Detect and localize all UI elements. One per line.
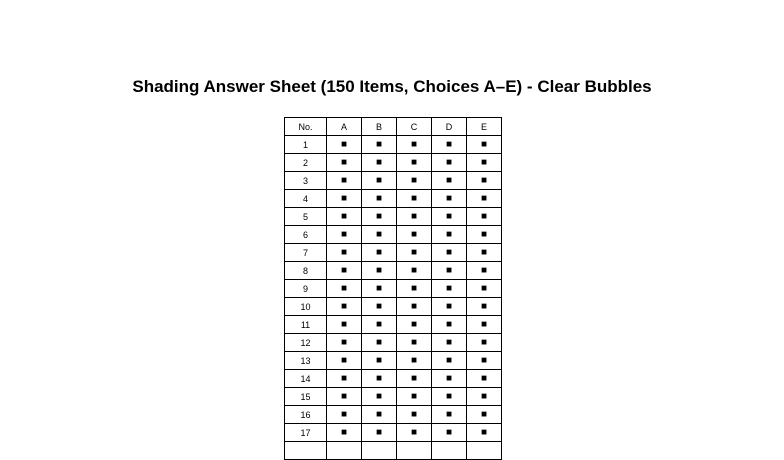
header-row <box>285 118 502 136</box>
bubble-e[interactable] <box>467 136 502 154</box>
bubble-mark-icon: ■ <box>480 337 488 348</box>
table-row <box>285 298 502 316</box>
bubble-d[interactable] <box>432 190 467 208</box>
bubble-mark-icon: ■ <box>480 265 488 276</box>
bubble-mark-icon: ■ <box>445 301 453 312</box>
bubble-d[interactable] <box>432 244 467 262</box>
table-row <box>285 388 502 406</box>
bubble-mark-icon: ■ <box>445 391 453 402</box>
header-choice-a: A <box>327 118 362 136</box>
table-row <box>285 262 502 280</box>
bubble-c[interactable] <box>397 388 432 406</box>
bubble-mark-icon: ■ <box>445 355 453 366</box>
sheet-title: Shading Answer Sheet (150 Items, Choices A–E) - Clear Bubbles <box>132 77 652 96</box>
bubble-mark-icon: ■ <box>340 157 348 168</box>
item-number: 12 <box>285 334 327 352</box>
bubble-b[interactable] <box>362 172 397 190</box>
bubble-c[interactable] <box>397 334 432 352</box>
bubble-d[interactable] <box>432 298 467 316</box>
bubble-mark-icon: ■ <box>480 139 488 150</box>
bubble-mark-icon: ■ <box>340 301 348 312</box>
bubble-b[interactable] <box>362 298 397 316</box>
answer-grid <box>284 117 502 460</box>
bubble-mark-icon: ■ <box>480 319 488 330</box>
bubble-c[interactable] <box>397 406 432 424</box>
bubble-mark-icon: ■ <box>375 175 383 186</box>
bubble-c[interactable] <box>397 190 432 208</box>
bubble-mark-icon: ■ <box>340 409 348 420</box>
bubble-b[interactable] <box>362 388 397 406</box>
item-number: 10 <box>285 298 327 316</box>
table-row <box>285 316 502 334</box>
bubble-c[interactable] <box>397 172 432 190</box>
bubble-b[interactable] <box>362 262 397 280</box>
bubble-d[interactable] <box>432 136 467 154</box>
bubble-a[interactable] <box>327 406 362 424</box>
header-choice-d: D <box>432 118 467 136</box>
bubble-mark-icon: ■ <box>480 211 488 222</box>
bubble-e[interactable] <box>467 154 502 172</box>
bubble-mark-icon: ■ <box>445 247 453 258</box>
bubble-d[interactable] <box>432 424 467 442</box>
bubble-b[interactable] <box>362 244 397 262</box>
bubble-c[interactable] <box>397 226 432 244</box>
bubble-e[interactable] <box>467 280 502 298</box>
item-number: 16 <box>285 406 327 424</box>
bubble-mark-icon: ■ <box>375 337 383 348</box>
bubble-c[interactable] <box>397 136 432 154</box>
bubble-c[interactable] <box>397 262 432 280</box>
bubble-mark-icon: ■ <box>340 139 348 150</box>
bubble-mark-icon: ■ <box>340 265 348 276</box>
item-number: 6 <box>285 226 327 244</box>
table-row <box>285 154 502 172</box>
bubble-mark-icon: ■ <box>445 373 453 384</box>
bubble-e[interactable] <box>467 388 502 406</box>
bubble-mark-icon: ■ <box>410 157 418 168</box>
bubble-mark-icon: ■ <box>375 373 383 384</box>
header-choice-e: E <box>467 118 502 136</box>
bubble-mark-icon: ■ <box>445 283 453 294</box>
header-choice-b: B <box>362 118 397 136</box>
bubble-a[interactable] <box>327 208 362 226</box>
bubble-mark-icon: ■ <box>445 229 453 240</box>
bubble-mark-icon: ■ <box>340 427 348 438</box>
table-row <box>285 244 502 262</box>
bubble-b[interactable] <box>362 154 397 172</box>
table-row <box>285 136 502 154</box>
bubble-d[interactable] <box>432 172 467 190</box>
bubble-mark-icon: ■ <box>410 283 418 294</box>
bubble-mark-icon: ■ <box>410 175 418 186</box>
bubble-e[interactable] <box>467 262 502 280</box>
bubble-e[interactable] <box>467 370 502 388</box>
bubble-mark-icon: ■ <box>480 175 488 186</box>
bubble-a[interactable] <box>327 154 362 172</box>
bubble-mark-icon: ■ <box>410 247 418 258</box>
bubble-mark-icon: ■ <box>340 229 348 240</box>
table-row <box>285 208 502 226</box>
bubble-mark-icon: ■ <box>375 355 383 366</box>
bubble-e[interactable] <box>467 298 502 316</box>
bubble-c[interactable] <box>397 316 432 334</box>
bubble-mark-icon: ■ <box>375 319 383 330</box>
bubble-b[interactable] <box>362 442 397 460</box>
bubble-mark-icon: ■ <box>375 301 383 312</box>
bubble-d[interactable] <box>432 262 467 280</box>
bubble-b[interactable] <box>362 136 397 154</box>
bubble-mark-icon: ■ <box>480 409 488 420</box>
bubble-mark-icon: ■ <box>480 247 488 258</box>
table-row <box>285 334 502 352</box>
item-number: 1 <box>285 136 327 154</box>
bubble-b[interactable] <box>362 316 397 334</box>
bubble-c[interactable] <box>397 352 432 370</box>
bubble-mark-icon: ■ <box>340 373 348 384</box>
bubble-mark-icon: ■ <box>445 193 453 204</box>
item-number: 11 <box>285 316 327 334</box>
bubble-d[interactable] <box>432 406 467 424</box>
item-number: 15 <box>285 388 327 406</box>
bubble-mark-icon: ■ <box>410 139 418 150</box>
bubble-mark-icon: ■ <box>375 229 383 240</box>
bubble-d[interactable] <box>432 316 467 334</box>
bubble-mark-icon: ■ <box>410 229 418 240</box>
bubble-a[interactable] <box>327 244 362 262</box>
bubble-mark-icon: ■ <box>340 175 348 186</box>
bubble-e[interactable] <box>467 226 502 244</box>
bubble-mark-icon: ■ <box>410 319 418 330</box>
bubble-mark-icon: ■ <box>445 319 453 330</box>
bubble-c[interactable] <box>397 370 432 388</box>
table-row <box>285 424 502 442</box>
bubble-a[interactable] <box>327 136 362 154</box>
bubble-e[interactable] <box>467 442 502 460</box>
bubble-c[interactable] <box>397 154 432 172</box>
bubble-b[interactable] <box>362 226 397 244</box>
bubble-mark-icon: ■ <box>340 247 348 258</box>
bubble-e[interactable] <box>467 172 502 190</box>
bubble-a[interactable] <box>327 370 362 388</box>
table-row <box>285 190 502 208</box>
bubble-mark-icon: ■ <box>340 337 348 348</box>
bubble-b[interactable] <box>362 190 397 208</box>
header-choice-c: C <box>397 118 432 136</box>
item-number: 17 <box>285 424 327 442</box>
bubble-mark-icon: ■ <box>375 139 383 150</box>
bubble-mark-icon: ■ <box>480 283 488 294</box>
bubble-e[interactable] <box>467 208 502 226</box>
bubble-b[interactable] <box>362 334 397 352</box>
bubble-c[interactable] <box>397 208 432 226</box>
bubble-mark-icon: ■ <box>375 211 383 222</box>
bubble-mark-icon: ■ <box>375 247 383 258</box>
bubble-mark-icon: ■ <box>445 139 453 150</box>
bubble-d[interactable] <box>432 280 467 298</box>
bubble-a[interactable] <box>327 226 362 244</box>
table-row <box>285 352 502 370</box>
item-number: 5 <box>285 208 327 226</box>
bubble-mark-icon: ■ <box>410 355 418 366</box>
bubble-mark-icon: ■ <box>445 157 453 168</box>
item-number: 14 <box>285 370 327 388</box>
bubble-mark-icon: ■ <box>375 391 383 402</box>
header-number: No. <box>285 118 327 136</box>
bubble-mark-icon: ■ <box>340 319 348 330</box>
bubble-mark-icon: ■ <box>375 157 383 168</box>
bubble-mark-icon: ■ <box>410 337 418 348</box>
bubble-mark-icon: ■ <box>410 391 418 402</box>
table-row <box>285 370 502 388</box>
bubble-mark-icon: ■ <box>375 193 383 204</box>
bubble-e[interactable] <box>467 352 502 370</box>
bubble-e[interactable] <box>467 406 502 424</box>
bubble-mark-icon: ■ <box>410 301 418 312</box>
bubble-mark-icon: ■ <box>480 373 488 384</box>
bubble-mark-icon: ■ <box>340 355 348 366</box>
bubble-mark-icon: ■ <box>410 193 418 204</box>
bubble-a[interactable] <box>327 442 362 460</box>
bubble-a[interactable] <box>327 334 362 352</box>
bubble-c[interactable] <box>397 280 432 298</box>
bubble-d[interactable] <box>432 442 467 460</box>
bubble-mark-icon: ■ <box>480 391 488 402</box>
bubble-a[interactable] <box>327 190 362 208</box>
bubble-mark-icon: ■ <box>480 157 488 168</box>
bubble-a[interactable] <box>327 172 362 190</box>
bubble-mark-icon: ■ <box>375 283 383 294</box>
bubble-d[interactable] <box>432 370 467 388</box>
bubble-d[interactable] <box>432 334 467 352</box>
table-row <box>285 172 502 190</box>
table-row <box>285 280 502 298</box>
bubble-mark-icon: ■ <box>340 283 348 294</box>
bubble-mark-icon: ■ <box>445 337 453 348</box>
bubble-mark-icon: ■ <box>340 391 348 402</box>
item-number: 3 <box>285 172 327 190</box>
bubble-d[interactable] <box>432 352 467 370</box>
bubble-c[interactable] <box>397 424 432 442</box>
item-number: 7 <box>285 244 327 262</box>
bubble-mark-icon: ■ <box>410 427 418 438</box>
bubble-a[interactable] <box>327 280 362 298</box>
bubble-b[interactable] <box>362 370 397 388</box>
bubble-mark-icon: ■ <box>445 427 453 438</box>
item-number <box>285 442 327 460</box>
bubble-mark-icon: ■ <box>445 409 453 420</box>
bubble-b[interactable] <box>362 280 397 298</box>
table-row <box>285 226 502 244</box>
bubble-e[interactable] <box>467 244 502 262</box>
item-number: 9 <box>285 280 327 298</box>
bubble-mark-icon: ■ <box>480 229 488 240</box>
item-number: 4 <box>285 190 327 208</box>
bubble-mark-icon: ■ <box>445 265 453 276</box>
item-number: 2 <box>285 154 327 172</box>
bubble-mark-icon: ■ <box>445 175 453 186</box>
bubble-c[interactable] <box>397 298 432 316</box>
bubble-d[interactable] <box>432 226 467 244</box>
bubble-a[interactable] <box>327 298 362 316</box>
bubble-e[interactable] <box>467 190 502 208</box>
bubble-e[interactable] <box>467 424 502 442</box>
bubble-mark-icon: ■ <box>410 409 418 420</box>
bubble-mark-icon: ■ <box>375 409 383 420</box>
table-row <box>285 442 502 460</box>
bubble-mark-icon: ■ <box>410 211 418 222</box>
bubble-mark-icon: ■ <box>480 355 488 366</box>
bubble-a[interactable] <box>327 316 362 334</box>
bubble-d[interactable] <box>432 154 467 172</box>
bubble-b[interactable] <box>362 424 397 442</box>
bubble-mark-icon: ■ <box>375 427 383 438</box>
bubble-mark-icon: ■ <box>410 265 418 276</box>
bubble-mark-icon: ■ <box>445 211 453 222</box>
item-number: 8 <box>285 262 327 280</box>
bubble-c[interactable] <box>397 244 432 262</box>
bubble-mark-icon: ■ <box>340 193 348 204</box>
bubble-e[interactable] <box>467 334 502 352</box>
bubble-c[interactable] <box>397 442 432 460</box>
bubble-a[interactable] <box>327 388 362 406</box>
bubble-mark-icon: ■ <box>375 265 383 276</box>
bubble-mark-icon: ■ <box>480 427 488 438</box>
bubble-b[interactable] <box>362 208 397 226</box>
item-number: 13 <box>285 352 327 370</box>
bubble-a[interactable] <box>327 262 362 280</box>
bubble-a[interactable] <box>327 352 362 370</box>
bubble-mark-icon: ■ <box>480 193 488 204</box>
bubble-e[interactable] <box>467 316 502 334</box>
bubble-b[interactable] <box>362 406 397 424</box>
bubble-mark-icon: ■ <box>480 301 488 312</box>
bubble-a[interactable] <box>327 424 362 442</box>
table-row <box>285 406 502 424</box>
bubble-b[interactable] <box>362 352 397 370</box>
bubble-d[interactable] <box>432 208 467 226</box>
bubble-mark-icon: ■ <box>410 373 418 384</box>
bubble-d[interactable] <box>432 388 467 406</box>
bubble-mark-icon: ■ <box>340 211 348 222</box>
